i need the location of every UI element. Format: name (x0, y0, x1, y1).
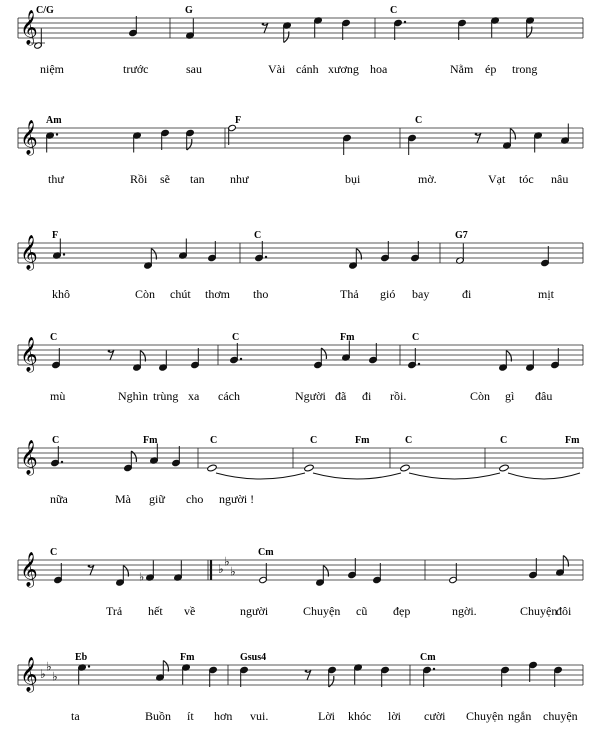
lyric-syllable: cũ (356, 604, 368, 618)
eighth-rest-dot (475, 133, 478, 136)
lyric-syllable: gì (505, 389, 515, 403)
treble-clef-icon: 𝄞 (20, 441, 38, 474)
note (150, 444, 159, 465)
lyric-syllable: ta (71, 709, 80, 723)
treble-clef-icon: 𝄞 (20, 236, 38, 269)
note (541, 246, 550, 267)
eighth-rest-dot (88, 565, 91, 568)
note (400, 464, 410, 472)
treble-clef-icon: 𝄞 (20, 553, 38, 586)
note (534, 132, 543, 153)
lyric-syllable: ít (187, 709, 194, 723)
chord-symbol: Cm (420, 652, 436, 663)
note (52, 348, 61, 369)
note (526, 17, 535, 38)
lyric-syllable: xa (188, 389, 200, 403)
accidental-flat-icon: ♭ (139, 571, 145, 584)
note (51, 446, 63, 467)
note (408, 134, 417, 155)
note (316, 566, 329, 587)
augmentation-dot (404, 21, 406, 23)
lyric-syllable: Trả (106, 604, 123, 618)
augmentation-dot (433, 668, 435, 670)
note (381, 666, 390, 687)
lyric-syllable: tan (190, 172, 205, 186)
note (354, 664, 363, 685)
chord-symbol: C (50, 547, 58, 558)
note (458, 19, 467, 40)
lyric-syllable: rồi. (390, 389, 407, 403)
note (208, 241, 217, 262)
chord-symbol: Fm (180, 652, 195, 663)
chord-symbol: C (232, 332, 240, 343)
note (411, 241, 420, 262)
lyric-syllable: Mà (115, 492, 131, 506)
note (529, 661, 538, 682)
lyric-syllable: Vạt (488, 172, 506, 186)
chord-symbol: Fm (565, 435, 580, 446)
note (449, 563, 458, 584)
tie-arc (409, 473, 500, 479)
note (423, 666, 435, 687)
note (561, 124, 570, 145)
note (503, 129, 516, 150)
lyric-syllable: như (230, 172, 249, 186)
lyric-syllable: Nằm (450, 62, 474, 76)
chord-symbol: C (412, 332, 420, 343)
staff-system (18, 332, 583, 403)
note (186, 19, 195, 40)
augmentation-dot (56, 133, 58, 135)
treble-clef-icon: 𝄞 (20, 121, 38, 154)
lyric-syllable: Thả (340, 287, 359, 301)
note (499, 351, 512, 372)
treble-clef-icon: 𝄞 (20, 658, 38, 691)
note (328, 666, 337, 687)
lyric-syllable: nữa (50, 492, 68, 506)
lyric-syllable: hơn (214, 709, 233, 723)
lyric-syllable: đẹp (393, 604, 411, 618)
note (491, 17, 500, 38)
augmentation-dot (265, 256, 267, 258)
lyric-syllable: gió (380, 287, 396, 301)
lyric-syllable: Rồi (130, 172, 148, 186)
lyric-syllable: cho (186, 492, 204, 506)
note (191, 348, 200, 369)
note (381, 241, 390, 262)
key-signature-flat-icon: ♭ (46, 659, 52, 674)
augmentation-dot (61, 461, 63, 463)
chord-symbol: C (405, 435, 413, 446)
note (116, 566, 129, 587)
lyric-syllable: Vài (268, 62, 286, 76)
lyric-syllable: đi (462, 287, 472, 301)
note (343, 134, 352, 155)
note (501, 666, 510, 687)
lyric-syllable: đâu (535, 389, 553, 403)
tie-arc (216, 473, 305, 479)
lyric-syllable: đôi (556, 604, 572, 618)
augmentation-dot (63, 253, 65, 255)
treble-clef-icon: 𝄞 (20, 11, 38, 44)
chord-symbol: C (415, 115, 423, 126)
augmentation-dot (88, 665, 90, 667)
lyric-syllable: Buồn (145, 709, 172, 723)
lyric-syllable: thư (48, 172, 64, 186)
chord-symbol: Am (46, 115, 62, 126)
tie-arc (313, 473, 401, 479)
chord-symbol: F (235, 115, 242, 126)
chord-symbol: Fm (355, 435, 370, 446)
lyric-syllable: ngắn (508, 709, 532, 723)
note (144, 249, 157, 270)
chord-symbol: Cm (258, 547, 274, 558)
lyric-syllable: hết (148, 604, 163, 618)
lyric-syllable: ép (485, 62, 497, 76)
lyric-syllable: trước (123, 62, 149, 76)
lyric-syllable: mịt (538, 287, 555, 301)
notehead (400, 464, 410, 472)
lyric-syllable: lời (388, 709, 402, 723)
key-signature-flat-icon: ♭ (224, 554, 230, 569)
lyric-syllable: tho (253, 287, 269, 301)
note (369, 343, 378, 364)
lyric-syllable: Người (295, 389, 326, 403)
lyric-syllable: người (240, 604, 269, 618)
note (174, 561, 183, 582)
augmentation-dot (240, 358, 242, 360)
note (179, 239, 188, 260)
note (124, 451, 137, 472)
note (529, 558, 538, 579)
note (304, 464, 314, 472)
key-signature-flat-icon: ♭ (230, 564, 236, 579)
chord-symbol: C (390, 5, 398, 16)
note (207, 464, 217, 472)
lyric-syllable: Còn (470, 389, 491, 403)
lyric-syllable: Lời (318, 709, 336, 723)
notehead (499, 464, 509, 472)
lyric-syllable: Còn (135, 287, 156, 301)
note (209, 666, 218, 687)
chord-symbol: Gsus4 (240, 652, 267, 663)
augmentation-dot (418, 363, 420, 365)
lyric-syllable: chuyện (543, 709, 578, 723)
lyric-syllable: người ! (219, 492, 255, 506)
note (161, 129, 170, 150)
chord-symbol: C (254, 230, 262, 241)
note (342, 341, 351, 362)
lyric-syllable: ngời. (452, 604, 477, 618)
note (314, 17, 323, 38)
chord-symbol: C/G (36, 5, 54, 16)
staff-system (18, 652, 583, 723)
note (551, 348, 560, 369)
note (283, 22, 292, 43)
note (186, 129, 195, 150)
note (373, 563, 382, 584)
lyric-syllable: bay (412, 287, 430, 301)
treble-clef-icon: 𝄞 (20, 338, 38, 371)
lyric-syllable: cười (424, 709, 446, 723)
note (348, 558, 357, 579)
lyric-syllable: chút (170, 287, 191, 301)
key-signature-flat-icon: ♭ (52, 669, 58, 684)
lyric-syllable: khô (52, 287, 70, 301)
note (240, 666, 249, 687)
lyric-syllable: Chuyện (303, 604, 341, 618)
note (394, 19, 406, 40)
note (129, 16, 138, 37)
lyric-syllable: mờ. (418, 172, 437, 186)
eighth-rest-dot (262, 23, 265, 26)
note (159, 351, 168, 372)
lyric-syllable: Chuyện (520, 604, 558, 618)
notehead (207, 464, 217, 472)
note (78, 664, 90, 685)
note (408, 348, 420, 369)
note (182, 664, 191, 685)
note (554, 666, 563, 687)
note (556, 556, 569, 577)
lyric-syllable: trùng (153, 389, 179, 403)
lyric-syllable: bụi (345, 172, 361, 186)
lyric-syllable: thơm (205, 287, 231, 301)
chord-symbol: G (185, 5, 193, 16)
lyric-syllable: về (184, 604, 196, 618)
staff-system (18, 5, 583, 76)
staff-system (18, 435, 583, 506)
lyric-syllable: mù (50, 389, 66, 403)
lyric-syllable: hoa (370, 62, 388, 76)
note (456, 244, 465, 265)
key-signature-flat-icon: ♭ (218, 562, 224, 576)
lyric-syllable: xương (328, 62, 359, 76)
notehead (304, 464, 314, 472)
lyric-syllable: đi (362, 389, 372, 403)
chord-symbol: Fm (143, 435, 158, 446)
staff-system (18, 115, 583, 186)
note (349, 249, 362, 270)
chord-symbol: G7 (455, 230, 468, 241)
chord-symbol: F (52, 230, 59, 241)
staff-system (18, 230, 583, 301)
note (259, 563, 268, 584)
chord-symbol: C (52, 435, 60, 446)
note (54, 563, 63, 584)
chord-symbol: Fm (340, 332, 355, 343)
lyric-syllable: khóc (348, 709, 372, 723)
chord-symbol: C (310, 435, 318, 446)
lyric-syllable: sau (186, 62, 202, 76)
chord-symbol: C (210, 435, 218, 446)
chord-symbol: Eb (75, 652, 88, 663)
lyric-syllable: đã (335, 389, 347, 403)
note (526, 351, 535, 372)
lyric-syllable: trong (512, 62, 538, 76)
note (314, 348, 327, 369)
lyric-syllable: sẽ (160, 172, 170, 186)
note (172, 446, 181, 467)
note (228, 124, 237, 145)
lyric-syllable: nâu (551, 172, 569, 186)
lyric-syllable: niệm (40, 62, 64, 76)
lyric-syllable: Chuyện (466, 709, 504, 723)
chord-symbol: C (50, 332, 58, 343)
note (156, 661, 169, 682)
eighth-rest-dot (108, 350, 111, 353)
tie-arc (508, 473, 580, 479)
note (342, 19, 351, 40)
lyric-syllable: giữ (149, 492, 165, 506)
chord-symbol: C (500, 435, 508, 446)
staff-system (18, 547, 583, 618)
lyric-syllable: cánh (296, 62, 319, 76)
note (133, 132, 142, 153)
key-signature-flat-icon: ♭ (40, 667, 46, 681)
lyric-syllable: vui. (250, 709, 269, 723)
lyric-syllable: tóc (519, 172, 534, 186)
note (230, 343, 242, 364)
note (46, 132, 58, 153)
note (255, 241, 267, 262)
lyric-syllable: Nghìn (118, 389, 148, 403)
note (133, 351, 146, 372)
lyric-syllable: cách (218, 389, 240, 403)
note (53, 239, 65, 260)
eighth-rest-dot (305, 670, 308, 673)
note (499, 464, 509, 472)
